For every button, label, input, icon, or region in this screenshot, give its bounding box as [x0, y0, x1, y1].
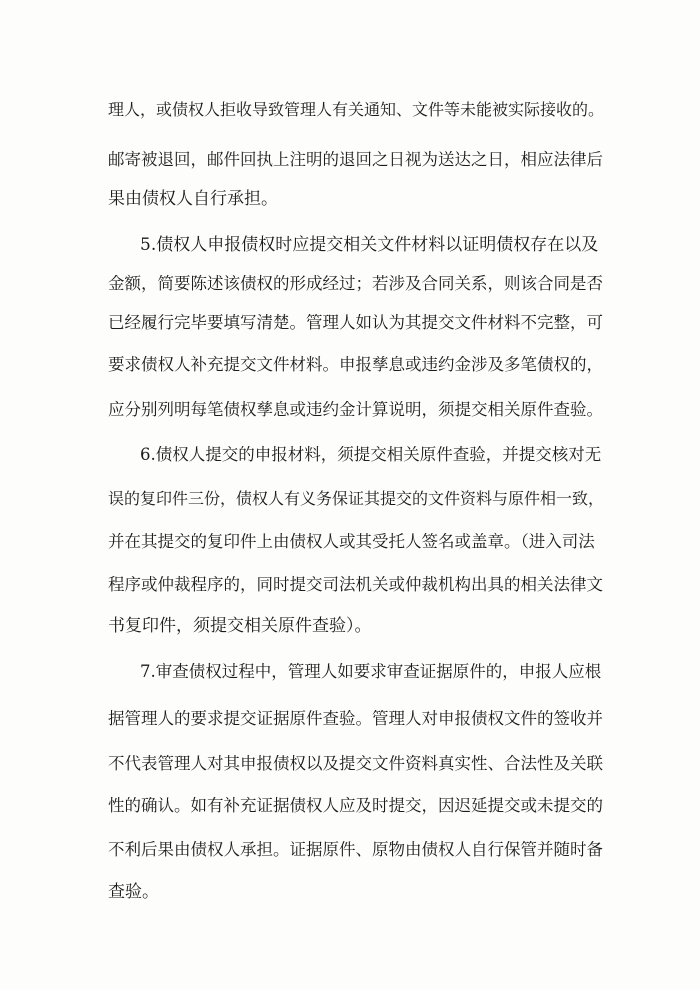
- item-6-line-4: 程序或仲裁程序的，同时提交司法机关或仲裁机构出具的相关法律文: [108, 575, 603, 594]
- paragraph-4-line-2: 邮寄被退回，邮件回执上注明的退回之日视为送达之日，相应法律后: [108, 150, 603, 169]
- item-5-line-4: 要求债权人补充提交文件材料。申报孳息或违约金涉及多笔债权的，: [108, 355, 603, 374]
- item-6-line-2: 误的复印件三份，债权人有义务保证其提交的文件资料与原件相一致，: [108, 489, 605, 508]
- item-7-line-6: 查验。: [108, 882, 159, 902]
- paragraph-4-line-1: 理人，或债权人拒收导致管理人有关通知、文件等未能被实际接收的。: [108, 100, 605, 119]
- item-7-line-3: 不代表管理人对其申报债权以及提交文件资料真实性、合法性及关联: [108, 754, 603, 773]
- item-6-line-1: 6.债权人提交的申报材料，须提交相关原件查验，并提交核对无: [140, 445, 602, 464]
- item-5-line-1: 5.债权人申报债权时应提交相关文件材料以证明债权存在以及: [140, 235, 599, 255]
- item-7-line-4: 性的确认。如有补充证据债权人应及时提交，因迟延提交或未提交的: [108, 796, 603, 815]
- item-6-line-3: 并在其提交的复印件上由债权人或其受托人签名或盖章。（进入司法: [108, 532, 595, 551]
- item-7-line-1: 7.审查债权过程中，管理人如要求审查证据原件的，申报人应根: [140, 662, 602, 681]
- item-6-line-5: 书复印件，须提交相关原件查验）。: [108, 616, 372, 636]
- item-7-line-2: 据管理人的要求提交证据原件查验。管理人对申报债权文件的签收并: [108, 709, 603, 728]
- item-7-line-5: 不利后果由债权人承担。证据原件、原物由债权人自行保管并随时备: [108, 840, 603, 859]
- item-5-line-5: 应分别列明每笔债权孳息或违约金计算说明，须提交相关原件查验。: [108, 400, 603, 419]
- item-5-line-2: 金额，简要陈述该债权的形成经过；若涉及合同关系，则该合同是否: [108, 274, 603, 293]
- paragraph-4-line-3: 果由债权人自行承担。: [108, 189, 278, 209]
- item-5-line-3: 已经履行完毕要填写清楚。管理人如认为其提交文件材料不完整，可: [108, 313, 603, 332]
